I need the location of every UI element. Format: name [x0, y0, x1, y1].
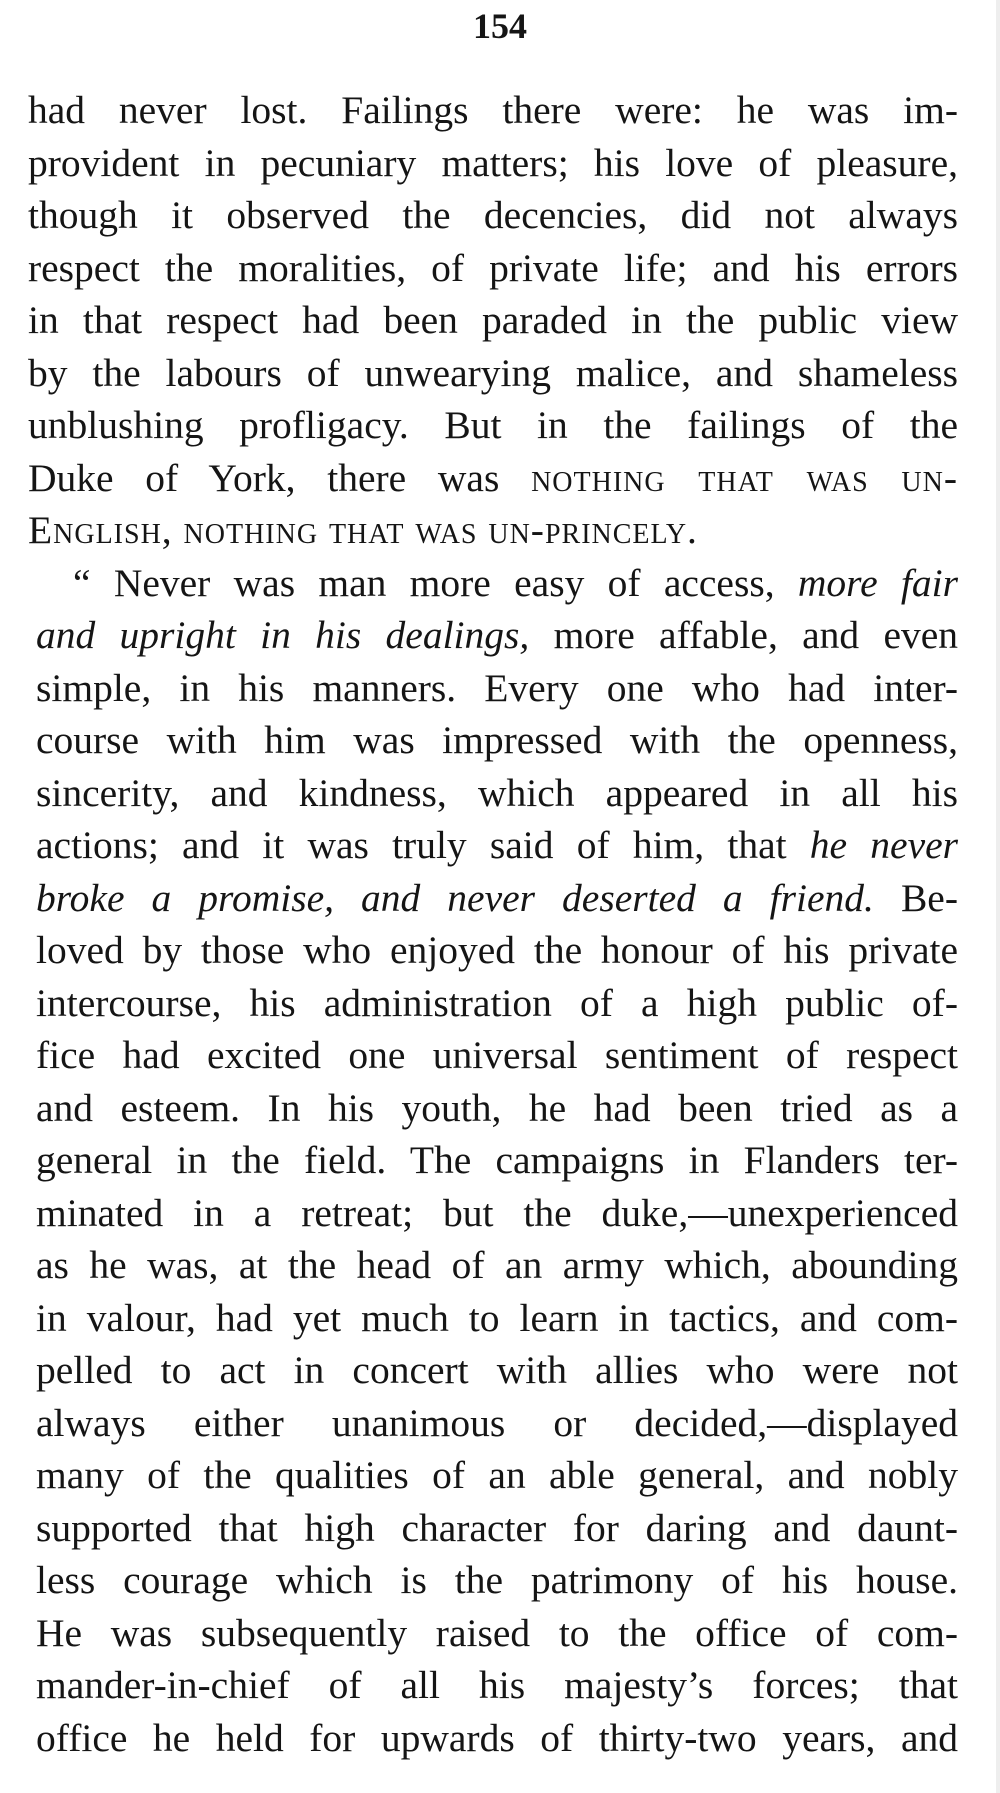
- text-line: general in the field. The campaigns in Flanders ter-: [36, 1138, 958, 1182]
- italic-text: more fair: [797, 560, 958, 605]
- body-text: [28, 84, 958, 1764]
- text-run: actions; and it was truly said of him, that: [36, 823, 810, 867]
- text-line: [28, 819, 958, 872]
- text-line: [28, 872, 958, 925]
- text-line: though it observed the decencies, did not always: [28, 193, 958, 237]
- text-run: Duke of York, there was: [28, 455, 532, 500]
- text-line: supported that high character for daring and daunt-: [36, 1505, 958, 1550]
- text-line: mander-in-chief of all his majesty’s forces; that: [36, 1663, 958, 1707]
- text-line: always either unanimous or decided,—displayed: [36, 1400, 958, 1445]
- italic-text: he never: [809, 823, 958, 867]
- text-line: sincerity, and kindness, which appeared in all his: [36, 770, 958, 815]
- page-edge: [996, 0, 1000, 1793]
- text-line: minated in a retreat; but the duke,—unexperienced: [36, 1190, 958, 1235]
- text-line: intercourse, his administration of a high public of-: [36, 980, 958, 1025]
- italic-text: broke a promise, and never deserted a friend.: [36, 875, 874, 920]
- text-line: unblushing profligacy. But in the failings of the: [28, 403, 958, 447]
- text-line: [28, 609, 958, 662]
- text-line: office he held for upwards of thirty-two years, and: [36, 1715, 958, 1760]
- text-line: respect the moralities, of private life; and his errors: [28, 245, 958, 290]
- text-line: pelled to act in concert with allies who were not: [36, 1348, 958, 1392]
- text-line: in that respect had been paraded in the public view: [28, 298, 958, 342]
- text-run: Be-: [873, 875, 958, 920]
- text-line: loved by those who enjoyed the honour of his private: [36, 928, 958, 972]
- page-number: 154: [473, 6, 527, 46]
- text-line: [28, 557, 958, 610]
- text-line: as he was, at the head of an army which, abounding: [36, 1243, 958, 1287]
- italic-text: and upright in his dealings,: [36, 613, 530, 657]
- text-line: and esteem. In his youth, he had been tried as a: [36, 1085, 958, 1130]
- text-line: provident in pecuniary matters; his love of pleasure,: [28, 140, 958, 185]
- text-line: [28, 452, 958, 505]
- text-line: simple, in his manners. Every one who had inter-: [36, 665, 958, 710]
- text-line: had never lost. Failings there were: he was im-: [28, 88, 958, 132]
- text-line: He was subsequently raised to the office of com-: [36, 1610, 958, 1655]
- text-line: many of the qualities of an able general, and nobly: [36, 1453, 958, 1497]
- text-run: more affable, and even: [529, 613, 959, 657]
- text-run: “ Never was man more easy of access,: [73, 560, 798, 605]
- small-caps-text: nothing that was un-: [531, 455, 959, 500]
- text-line: fice had excited one universal sentiment of respect: [36, 1033, 958, 1077]
- text-line: less courage which is the patrimony of his house.: [36, 1558, 958, 1602]
- text-line: in valour, had yet much to learn in tactics, and com-: [36, 1295, 958, 1340]
- text-line: by the labours of unwearying malice, and shameless: [28, 350, 958, 395]
- small-caps-line: English, nothing that was un-princely.: [28, 508, 698, 552]
- text-line: course with him was impressed with the openness,: [36, 718, 958, 762]
